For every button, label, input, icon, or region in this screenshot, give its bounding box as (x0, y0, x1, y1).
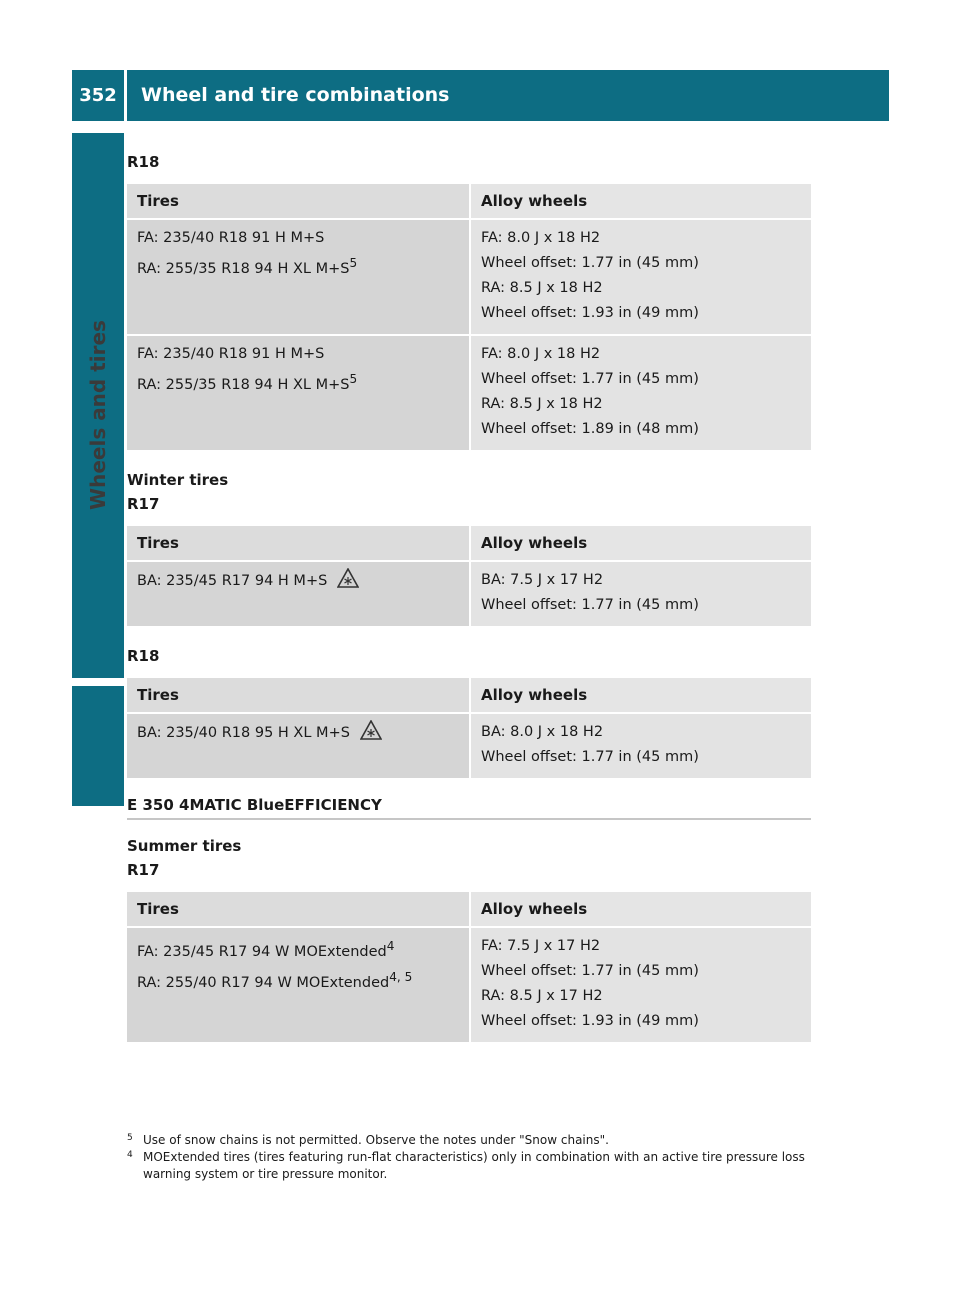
column-header: Alloy wheels (469, 184, 811, 220)
tire-spec-text: BA: 235/40 R18 95 H XL M+S (137, 725, 350, 741)
tire-spec-text: RA: 255/35 R18 94 H XL M+S (137, 260, 350, 277)
wheel-spec-line: FA: 8.0 J x 18 H2 (481, 230, 601, 246)
tires-cell (127, 562, 469, 628)
column-header: Tires (127, 678, 469, 714)
table-header-row (127, 678, 811, 714)
page-number: 352 (79, 85, 117, 106)
column-header: Alloy wheels (469, 678, 811, 714)
tire-wheel-table (127, 678, 811, 780)
tire-spec-text: BA: 235/45 R17 94 H M+S (137, 573, 328, 589)
side-tab-label: Wheels and tires (86, 320, 110, 510)
footnote-text: MOExtended tires (tires featuring run-flat characteristics) only in combination with an active tire pressure loss warning system or tire pressure monitor. (143, 1150, 805, 1181)
wheel-spec-line: Wheel offset: 1.77 in (45 mm) (481, 963, 699, 979)
tire-wheel-table (127, 184, 811, 452)
tire-spec-text: FA: 235/40 R18 91 H M+S (137, 346, 325, 362)
footnote-ref: 5 (349, 372, 358, 386)
column-header: Tires (127, 892, 469, 928)
footnote-ref: 4, 5 (389, 969, 413, 984)
table-row (127, 714, 811, 780)
column-header: Alloy wheels (469, 892, 811, 928)
footnote (127, 1149, 817, 1183)
tire-wheel-table (127, 892, 811, 1044)
wheel-spec-line: BA: 8.0 J x 18 H2 (481, 724, 604, 740)
snowflake-mountain-icon (337, 568, 359, 588)
header-divider (124, 70, 127, 121)
tires-cell (127, 220, 469, 336)
tire-spec-line (137, 568, 459, 594)
tire-spec-line (137, 226, 459, 251)
wheels-cell (469, 714, 811, 780)
column-header: Tires (127, 526, 469, 562)
wheel-spec-line: Wheel offset: 1.93 in (49 mm) (481, 305, 699, 321)
main-content (127, 150, 811, 1060)
tire-spec-line (137, 367, 459, 398)
subheading: Winter tires (127, 471, 229, 489)
wheel-spec-line: Wheel offset: 1.93 in (49 mm) (481, 1013, 699, 1029)
table-caption: R17 (127, 861, 160, 879)
tire-spec-line (137, 720, 459, 746)
wheels-cell (469, 336, 811, 452)
wheel-spec-line: Wheel offset: 1.89 in (48 mm) (481, 421, 699, 437)
wheels-cell (469, 928, 811, 1044)
wheel-spec-line: RA: 8.5 J x 18 H2 (481, 280, 603, 296)
tire-spec-line (137, 934, 459, 965)
tire-wheel-table (127, 526, 811, 628)
wheel-spec-line: RA: 8.5 J x 17 H2 (481, 988, 603, 1004)
tire-spec-text: RA: 255/40 R17 94 W MOExtended (137, 974, 390, 991)
wheels-cell (469, 220, 811, 336)
wheel-spec-line: Wheel offset: 1.77 in (45 mm) (481, 749, 699, 765)
footnote-text: Use of snow chains is not permitted. Observe the notes under "Snow chains". (143, 1133, 609, 1147)
wheel-spec-line: Wheel offset: 1.77 in (45 mm) (481, 255, 699, 271)
table-header-row (127, 892, 811, 928)
subheading: Summer tires (127, 837, 242, 855)
table-row (127, 562, 811, 628)
footnote-ref: 5 (349, 256, 358, 270)
wheel-spec-line: Wheel offset: 1.77 in (45 mm) (481, 371, 699, 387)
table-caption: R18 (127, 647, 160, 665)
page-title: Wheel and tire combinations (141, 84, 450, 106)
table-caption: R18 (127, 153, 160, 171)
tires-cell (127, 336, 469, 452)
tires-cell (127, 714, 469, 780)
tire-spec-line (137, 342, 459, 367)
footnotes (127, 1132, 817, 1183)
column-header: Alloy wheels (469, 526, 811, 562)
wheel-spec-line: RA: 8.5 J x 18 H2 (481, 396, 603, 412)
wheel-spec-line: FA: 8.0 J x 18 H2 (481, 346, 601, 362)
footnote-mark: 4 (127, 1150, 133, 1160)
tire-spec-text: FA: 235/40 R18 91 H M+S (137, 230, 325, 246)
side-tab-marker (72, 686, 124, 806)
tire-spec-text: RA: 255/35 R18 94 H XL M+S (137, 376, 350, 393)
table-row (127, 928, 811, 1044)
wheel-spec-line: BA: 7.5 J x 17 H2 (481, 572, 604, 588)
tires-cell (127, 928, 469, 1044)
wheel-spec-line: Wheel offset: 1.77 in (45 mm) (481, 597, 699, 613)
footnote-ref: 4 (386, 939, 395, 953)
tire-spec-line (137, 965, 459, 996)
footnote-mark: 5 (127, 1133, 133, 1143)
table-row (127, 220, 811, 336)
table-header-row (127, 184, 811, 220)
tire-spec-line (137, 251, 459, 282)
table-caption: R17 (127, 495, 160, 513)
wheel-spec-line: FA: 7.5 J x 17 H2 (481, 938, 601, 954)
table-header-row (127, 526, 811, 562)
section-heading: E 350 4MATIC BlueEFFICIENCY (127, 796, 811, 820)
footnote (127, 1132, 817, 1149)
table-row (127, 336, 811, 452)
column-header: Tires (127, 184, 469, 220)
tire-spec-text: FA: 235/45 R17 94 W MOExtended (137, 943, 387, 960)
snowflake-mountain-icon (360, 720, 382, 740)
wheels-cell (469, 562, 811, 628)
